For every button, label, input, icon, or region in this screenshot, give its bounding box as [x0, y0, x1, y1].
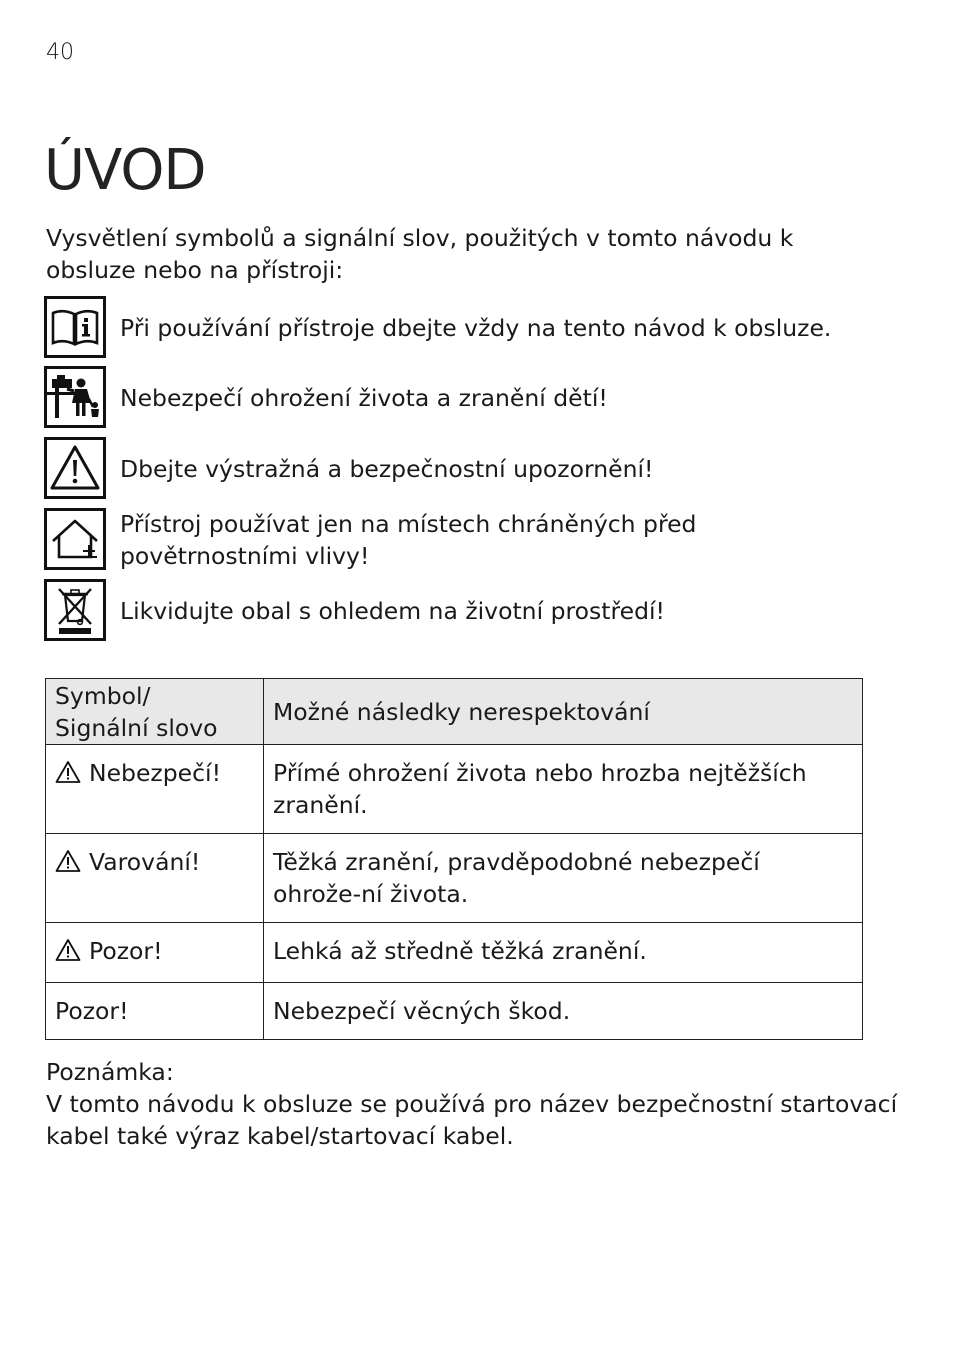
symbol-row-child — [44, 366, 904, 428]
intro-text: Vysvětlení symbolů a signální slov, použitých v tomto návodu k obsluze nebo na přístroji: — [46, 224, 794, 284]
table-row — [46, 834, 863, 923]
consequence-cell: Lehká až středně těžká zranění. — [264, 923, 863, 983]
signal-word: Pozor! — [55, 997, 129, 1025]
table-header-symbol: Symbol/ Signální slovo — [46, 679, 264, 745]
warning-triangle-icon — [44, 437, 106, 499]
signal-cell — [46, 923, 264, 983]
symbol-row-warning — [44, 437, 904, 499]
signal-cell — [46, 983, 264, 1040]
signal-word-table — [45, 678, 863, 1040]
warning-triangle-icon — [55, 849, 81, 873]
page-title: ÚVOD — [44, 138, 206, 203]
symbol-text: Přístroj používat jen na místech chráněných před povětrnostními vlivy! — [120, 510, 697, 570]
child-danger-icon — [44, 366, 106, 428]
symbol-row-indoor — [44, 508, 904, 570]
signal-word: Pozor! — [89, 937, 163, 965]
table-row — [46, 983, 863, 1040]
symbol-row-manual — [44, 296, 904, 358]
consequence-cell: Nebezpečí věcných škod. — [264, 983, 863, 1040]
signal-word: Varování! — [89, 848, 201, 876]
table-row — [46, 745, 863, 834]
signal-cell — [46, 834, 264, 923]
table-header-consequences: Možné následky nerespektování — [264, 679, 863, 745]
symbol-text: Při používání přístroje dbejte vždy na tento návod k obsluze. — [120, 314, 832, 342]
symbol-text: Dbejte výstražná a bezpečnostní upozornění! — [120, 455, 654, 483]
crossed-bin-icon — [44, 579, 106, 641]
symbol-row-disposal — [44, 579, 904, 641]
note-section — [46, 1056, 906, 1152]
consequence-cell: Přímé ohrožení života nebo hrozba nejtěžších zranění. — [264, 745, 863, 834]
indoor-use-icon — [44, 508, 106, 570]
signal-word: Nebezpečí! — [89, 759, 221, 787]
symbol-text: Likvidujte obal s ohledem na životní prostředí! — [120, 597, 665, 625]
table-header-row — [46, 679, 863, 745]
warning-triangle-icon — [55, 760, 81, 784]
manual-info-icon — [44, 296, 106, 358]
consequence-cell: Těžká zranění, pravděpodobné nebezpečí ohrože-ní života. — [264, 834, 863, 923]
signal-cell — [46, 745, 264, 834]
table-row — [46, 923, 863, 983]
note-label: Poznámka: — [46, 1058, 174, 1086]
page-number: 40 — [46, 40, 74, 65]
symbol-text: Nebezpečí ohrožení života a zranění dětí! — [120, 384, 608, 412]
warning-triangle-icon — [55, 938, 81, 962]
note-text: V tomto návodu k obsluze se používá pro název bezpečnostní startovací kabel také výraz kabel/startovací kabel. — [46, 1090, 898, 1150]
